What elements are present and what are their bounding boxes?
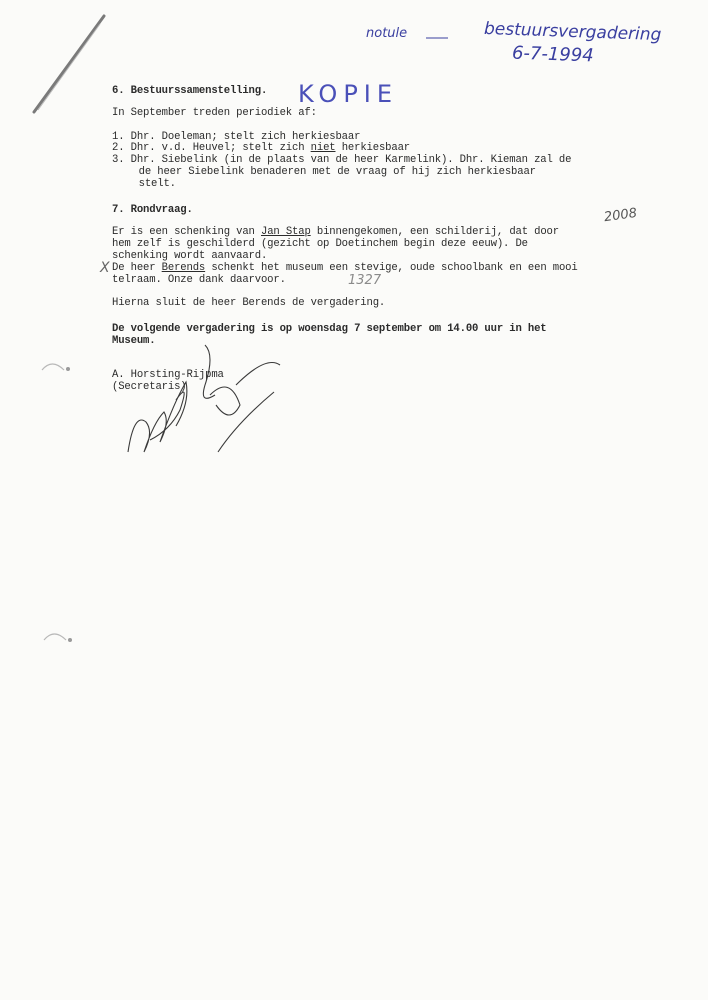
- section7-p2-line2: telraam. Onze dank daarvoor.: [112, 274, 286, 286]
- punch-hole-bottom: [44, 634, 72, 642]
- section7-donor-name: Jan Stap: [261, 226, 311, 238]
- section7-p1-line3: schenking wordt aanvaard.: [112, 250, 268, 262]
- section7-p1-line2: hem zelf is geschilderd (gezicht op Doetinchem begin deze eeuw). De: [112, 238, 528, 250]
- section6-item-2-text: 2. Dhr. v.d. Heuvel; stelt zich: [112, 142, 305, 154]
- margin-note-mid: 1327: [348, 273, 382, 288]
- section6-item-1: 1. Dhr. Doeleman; stelt zich herkiesbaar: [112, 131, 361, 143]
- next-meeting-line1: De volgende vergadering is op woensdag 7 september om 14.00 uur in het: [112, 323, 547, 335]
- section7-p2-line1-a: De heer: [112, 262, 156, 274]
- section7-p2-line1-b: schenkt het museum een stevige, oude schoolbank en een mooi: [211, 262, 578, 274]
- section7-berends-name: Berends: [161, 262, 206, 274]
- section6-item-2-emph: niet: [310, 142, 336, 154]
- signatory-name: A. Horsting-Rijpma: [112, 369, 224, 381]
- margin-note-top: 2008: [603, 205, 638, 226]
- section7-p1-line1: [112, 227, 559, 238]
- section6-item-3: 3. Dhr. Siebelink (in de plaats van de heer Karmelink). Dhr. Kieman zal de: [112, 154, 572, 166]
- section7-p1-line1-b: binnengekomen, een schilderij, dat door: [316, 226, 559, 238]
- kopie-stamp: KOPIE: [298, 80, 399, 108]
- punch-hole-top: [42, 364, 70, 371]
- section7-p2-line1: [112, 263, 578, 274]
- section6-item-2: [112, 143, 410, 154]
- handwritten-label-notule: notule: [366, 26, 408, 41]
- closing-sentence: Hierna sluit de heer Berends de vergadering.: [112, 297, 386, 309]
- section6-item-2-tail: herkiesbaar: [341, 142, 410, 154]
- margin-x-mark: X: [100, 260, 110, 276]
- section7-heading: 7. Rondvraag.: [112, 204, 193, 216]
- next-meeting-line2: Museum.: [112, 335, 156, 347]
- section6-heading: 6. Bestuurssamenstelling.: [112, 85, 268, 97]
- handwritten-title: bestuursvergadering: [483, 18, 662, 46]
- section6-item-3-cont2: stelt.: [120, 178, 176, 190]
- section6-intro: In September treden periodiek af:: [112, 107, 317, 119]
- handwritten-date: 6-7-1994: [511, 42, 595, 67]
- staple-mark: [34, 16, 104, 112]
- signatory-role: (Secretaris): [112, 381, 187, 393]
- section7-p1-line1-a: Er is een schenking van: [112, 226, 255, 238]
- section6-item-3-cont1: de heer Siebelink benaderen met de vraag of hij zich herkiesbaar: [120, 166, 536, 178]
- signature-strokes: [128, 345, 280, 452]
